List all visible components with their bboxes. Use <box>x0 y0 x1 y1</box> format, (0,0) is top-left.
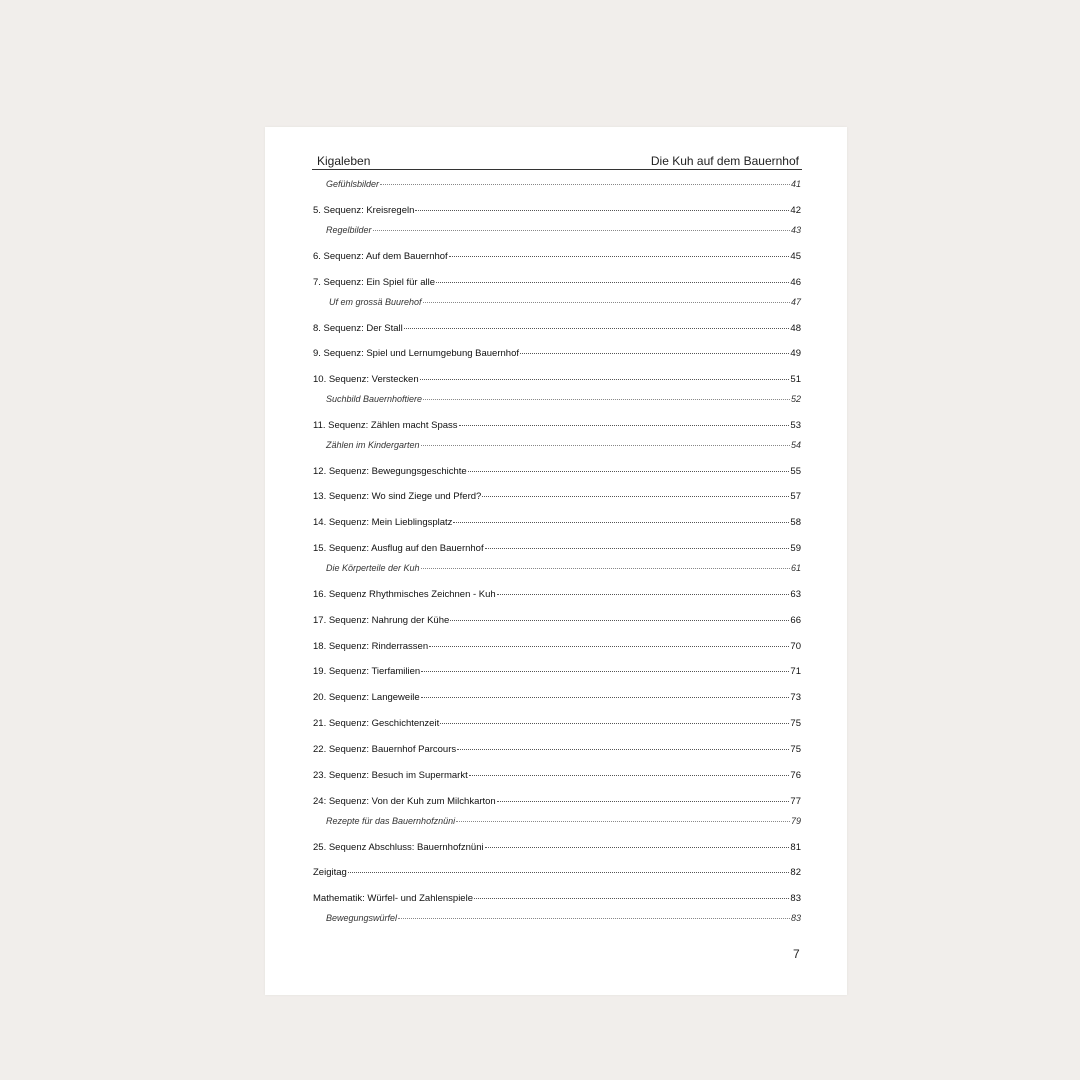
toc-entry-title: 23. Sequenz: Besuch im Supermarkt <box>313 770 468 781</box>
toc-entry-title: 7. Sequenz: Ein Spiel für alle <box>313 277 435 288</box>
document-page <box>265 127 847 995</box>
toc-entry-page: 48 <box>790 323 801 334</box>
toc-entry-title: 20. Sequenz: Langeweile <box>313 692 420 703</box>
toc-entry-title: 21. Sequenz: Geschichtenzeit <box>313 718 440 729</box>
toc-entry[interactable] <box>313 770 801 781</box>
toc-entry[interactable] <box>313 796 801 807</box>
toc-entry-title: Zeigitag <box>313 867 347 878</box>
toc-entry-page: 51 <box>790 374 801 385</box>
toc-entry-title: 11. Sequenz: Zählen macht Spass <box>313 420 458 431</box>
toc-entry-page: 57 <box>790 491 801 502</box>
toc-subentry[interactable] <box>313 225 801 235</box>
toc-entry-page: 46 <box>790 277 801 288</box>
page-number: 7 <box>793 947 800 961</box>
toc-entry-page: 53 <box>790 420 801 431</box>
dot-leader <box>421 567 790 569</box>
dot-leader <box>449 255 790 257</box>
dot-leader <box>497 593 790 595</box>
toc-entry-title: Zählen im Kindergarten <box>326 440 420 450</box>
toc-entry-title: Regelbilder <box>326 225 372 235</box>
toc-entry[interactable] <box>313 893 801 904</box>
toc-entry-title: Mathematik: Würfel- und Zahlenspiele <box>313 893 473 904</box>
toc-subentry[interactable] <box>313 913 801 923</box>
toc-entry-page: 63 <box>790 589 801 600</box>
dot-leader <box>373 229 790 231</box>
toc-subentry[interactable] <box>313 394 801 404</box>
dot-leader <box>421 444 790 446</box>
toc-entry-title: 14. Sequenz: Mein Lieblingsplatz <box>313 517 453 528</box>
header-left-title: Kigaleben <box>317 154 371 168</box>
toc-entry-page: 75 <box>790 718 801 729</box>
toc-entry-page: 45 <box>790 251 801 262</box>
dot-leader <box>423 301 790 303</box>
dot-leader <box>469 774 790 776</box>
toc-subentry[interactable] <box>313 179 801 189</box>
dot-leader <box>398 917 790 919</box>
toc-entry-page: 52 <box>790 394 801 404</box>
toc-entry-page: 58 <box>790 517 801 528</box>
toc-entry-page: 66 <box>790 615 801 626</box>
toc-entry[interactable] <box>313 374 801 385</box>
toc-entry-title: 24: Sequenz: Von der Kuh zum Milchkarton <box>313 796 496 807</box>
toc-entry-page: 76 <box>790 770 801 781</box>
dot-leader <box>474 897 789 899</box>
dot-leader <box>520 352 789 354</box>
header-right-title: Die Kuh auf dem Bauernhof <box>650 154 799 168</box>
toc-entry[interactable] <box>313 517 801 528</box>
toc-entry-page: 70 <box>790 641 801 652</box>
toc-entry-title: 9. Sequenz: Spiel und Lernumgebung Bauernhof <box>313 348 519 359</box>
dot-leader <box>421 696 790 698</box>
toc-entry-title: 22. Sequenz: Bauernhof Parcours <box>313 744 457 755</box>
toc-entry[interactable] <box>313 641 801 652</box>
dot-leader <box>436 281 789 283</box>
toc-entry-title: 17. Sequenz: Nahrung der Kühe <box>313 615 450 626</box>
toc-entry-title: 15. Sequenz: Ausflug auf den Bauernhof <box>313 543 484 554</box>
toc-entry-title: 8. Sequenz: Der Stall <box>313 323 403 334</box>
toc-entry-page: 79 <box>790 816 801 826</box>
toc-entry[interactable] <box>313 842 801 853</box>
dot-leader <box>404 327 790 329</box>
toc-entry-page: 75 <box>790 744 801 755</box>
toc-entry-page: 77 <box>790 796 801 807</box>
toc-entry-page: 49 <box>790 348 801 359</box>
toc-entry[interactable] <box>313 323 801 334</box>
toc-entry-title: 16. Sequenz Rhythmisches Zeichnen - Kuh <box>313 589 496 600</box>
toc-entry[interactable] <box>313 867 801 878</box>
toc-entry-page: 54 <box>790 440 801 450</box>
toc-entry[interactable] <box>313 718 801 729</box>
toc-entry-title: 13. Sequenz: Wo sind Ziege und Pferd? <box>313 491 482 502</box>
toc-entry-page: 82 <box>790 867 801 878</box>
page-header <box>312 151 802 170</box>
toc-entry-title: Gefühlsbilder <box>326 179 380 189</box>
toc-entry-page: 43 <box>790 225 801 235</box>
toc-entry[interactable] <box>313 491 801 502</box>
toc-subentry[interactable] <box>313 440 801 450</box>
dot-leader <box>485 547 790 549</box>
toc-subentry[interactable] <box>313 816 801 826</box>
dot-leader <box>453 521 789 523</box>
dot-leader <box>420 378 790 380</box>
toc-subentry[interactable] <box>313 563 801 573</box>
toc-entry-page: 55 <box>790 466 801 477</box>
toc-entry-title: Rezepte für das Bauernhofznüni <box>326 816 456 826</box>
dot-leader <box>380 183 790 185</box>
toc-entry-title: Uf em grossä Buurehof <box>329 297 422 307</box>
toc-entry-title: 18. Sequenz: Rinderrassen <box>313 641 429 652</box>
toc-entry-title: 25. Sequenz Abschluss: Bauernhofznüni <box>313 842 484 853</box>
toc-entry-page: 73 <box>790 692 801 703</box>
dot-leader <box>485 846 790 848</box>
toc-entry-title: Die Körperteile der Kuh <box>326 563 420 573</box>
toc-entry-title: Bewegungswürfel <box>326 913 398 923</box>
toc-entry-page: 83 <box>790 893 801 904</box>
toc-entry[interactable] <box>313 543 801 554</box>
dot-leader <box>459 424 790 426</box>
toc-entry[interactable] <box>313 666 801 677</box>
toc-entry[interactable] <box>313 277 801 288</box>
toc-entry[interactable] <box>313 589 801 600</box>
dot-leader <box>440 722 789 724</box>
dot-leader <box>468 470 790 472</box>
toc-entry[interactable] <box>313 692 801 703</box>
dot-leader <box>348 871 790 873</box>
toc-subentry[interactable] <box>313 297 801 307</box>
toc-entry-title: 6. Sequenz: Auf dem Bauernhof <box>313 251 448 262</box>
dot-leader <box>497 800 790 802</box>
toc-entry-page: 47 <box>790 297 801 307</box>
dot-leader <box>457 748 789 750</box>
dot-leader <box>450 619 789 621</box>
dot-leader <box>421 670 789 672</box>
toc-entry-page: 41 <box>790 179 801 189</box>
toc-entry[interactable] <box>313 615 801 626</box>
toc-entry-page: 61 <box>790 563 801 573</box>
dot-leader <box>482 495 789 497</box>
toc-entry-title: 10. Sequenz: Verstecken <box>313 374 419 385</box>
toc-entry-page: 83 <box>790 913 801 923</box>
toc-entry-title: 19. Sequenz: Tierfamilien <box>313 666 421 677</box>
toc-entry[interactable] <box>313 466 801 477</box>
toc-entry[interactable] <box>313 744 801 755</box>
toc-entry-title: 5. Sequenz: Kreisregeln <box>313 205 415 216</box>
dot-leader <box>415 209 789 211</box>
toc-entry-page: 59 <box>790 543 801 554</box>
toc-entry-page: 81 <box>790 842 801 853</box>
toc-entry-title: Suchbild Bauernhoftiere <box>326 394 423 404</box>
toc-entry[interactable] <box>313 251 801 262</box>
toc-entry[interactable] <box>313 420 801 431</box>
toc-entry[interactable] <box>313 205 801 216</box>
toc-entry-page: 42 <box>790 205 801 216</box>
dot-leader <box>423 398 790 400</box>
toc-entry-title: 12. Sequenz: Bewegungsgeschichte <box>313 466 467 477</box>
toc-entry-page: 71 <box>790 666 801 677</box>
dot-leader <box>429 645 789 647</box>
toc-entry[interactable] <box>313 348 801 359</box>
dot-leader <box>456 820 790 822</box>
